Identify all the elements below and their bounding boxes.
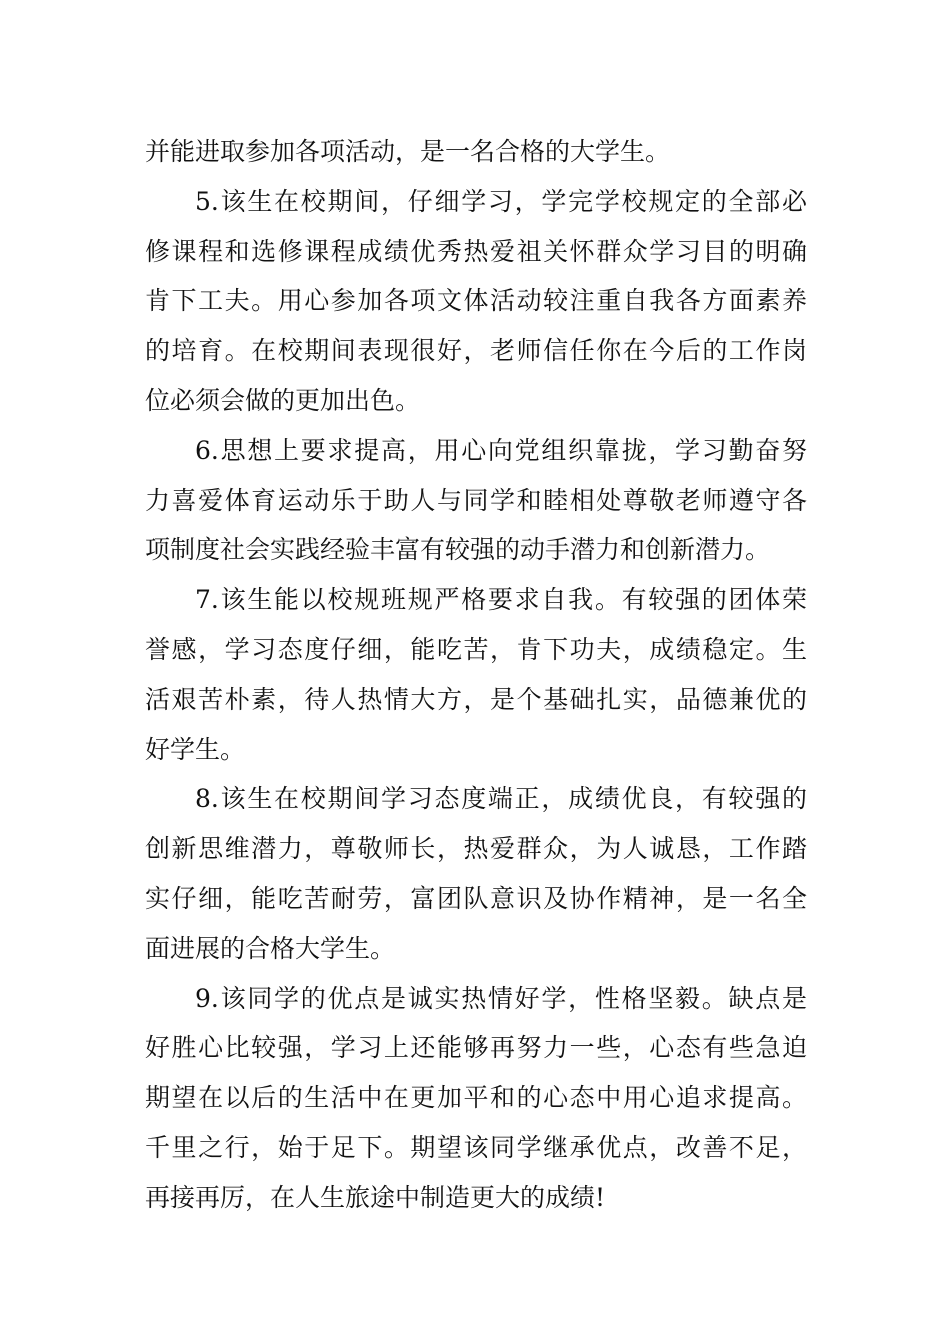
text-line: 力喜爱体育运动乐于助人与同学和睦相处尊敬老师遵守各 <box>145 485 807 515</box>
text-line: 好胜心比较强，学习上还能够再努力一些，心态有些急迫 <box>145 1033 807 1063</box>
text-line: 8.该生在校期间学习态度端正，成绩优良，有较强的 <box>195 784 807 814</box>
text-line: 修课程和选修课程成绩优秀热爱祖关怀群众学习目的明确 <box>145 236 807 266</box>
paragraph-item-7 <box>145 575 807 774</box>
text-line: 5.该生在校期间，仔细学习，学完学校规定的全部必 <box>195 186 807 216</box>
text-line: 面进展的合格大学生。 <box>145 933 396 963</box>
text-line: 活艰苦朴素，待人热情大方，是个基础扎实，品德兼优的 <box>145 684 807 714</box>
text-line: 实仔细，能吃苦耐劳，富团队意识及协作精神，是一名全 <box>145 883 807 913</box>
text-line: 肯下工夫。用心参加各项文体活动较注重自我各方面素养 <box>145 286 807 316</box>
paragraph-item-6 <box>145 426 807 575</box>
text-line: 千里之行，始于足下。期望该同学继承优点，改善不足， <box>145 1132 807 1162</box>
text-line: 9.该同学的优点是诚实热情好学，性格坚毅。缺点是 <box>195 983 807 1013</box>
text-line: 好学生。 <box>145 734 246 764</box>
text-line: 期望在以后的生活中在更加平和的心态中用心追求提高。 <box>145 1083 807 1113</box>
text-line: 的培育。在校期间表现很好，老师信任你在今后的工作岗 <box>145 336 807 366</box>
paragraph-item-8 <box>145 774 807 973</box>
text-line: 并能进取参加各项活动，是一名合格的大学生。 <box>145 137 671 166</box>
document-body <box>145 127 807 1223</box>
text-line: 再接再厉，在人生旅途中制造更大的成绩! <box>145 1182 606 1212</box>
paragraph-continuation <box>145 127 807 177</box>
text-line: 项制度社会实践经验丰富有较强的动手潜力和创新潜力。 <box>145 535 771 565</box>
text-line: 7.该生能以校规班规严格要求自我。有较强的团体荣 <box>195 585 807 615</box>
text-line: 创新思维潜力，尊敬师长，热爱群众，为人诚恳，工作踏 <box>145 834 807 864</box>
paragraph-item-5 <box>145 177 807 426</box>
text-line: 位必须会做的更加出色。 <box>145 385 421 415</box>
text-line: 誉感，学习态度仔细，能吃苦，肯下功夫，成绩稳定。生 <box>145 634 807 664</box>
text-line: 6.思想上要求提高，用心向党组织靠拢，学习勤奋努 <box>195 435 807 465</box>
paragraph-item-9 <box>145 974 807 1223</box>
